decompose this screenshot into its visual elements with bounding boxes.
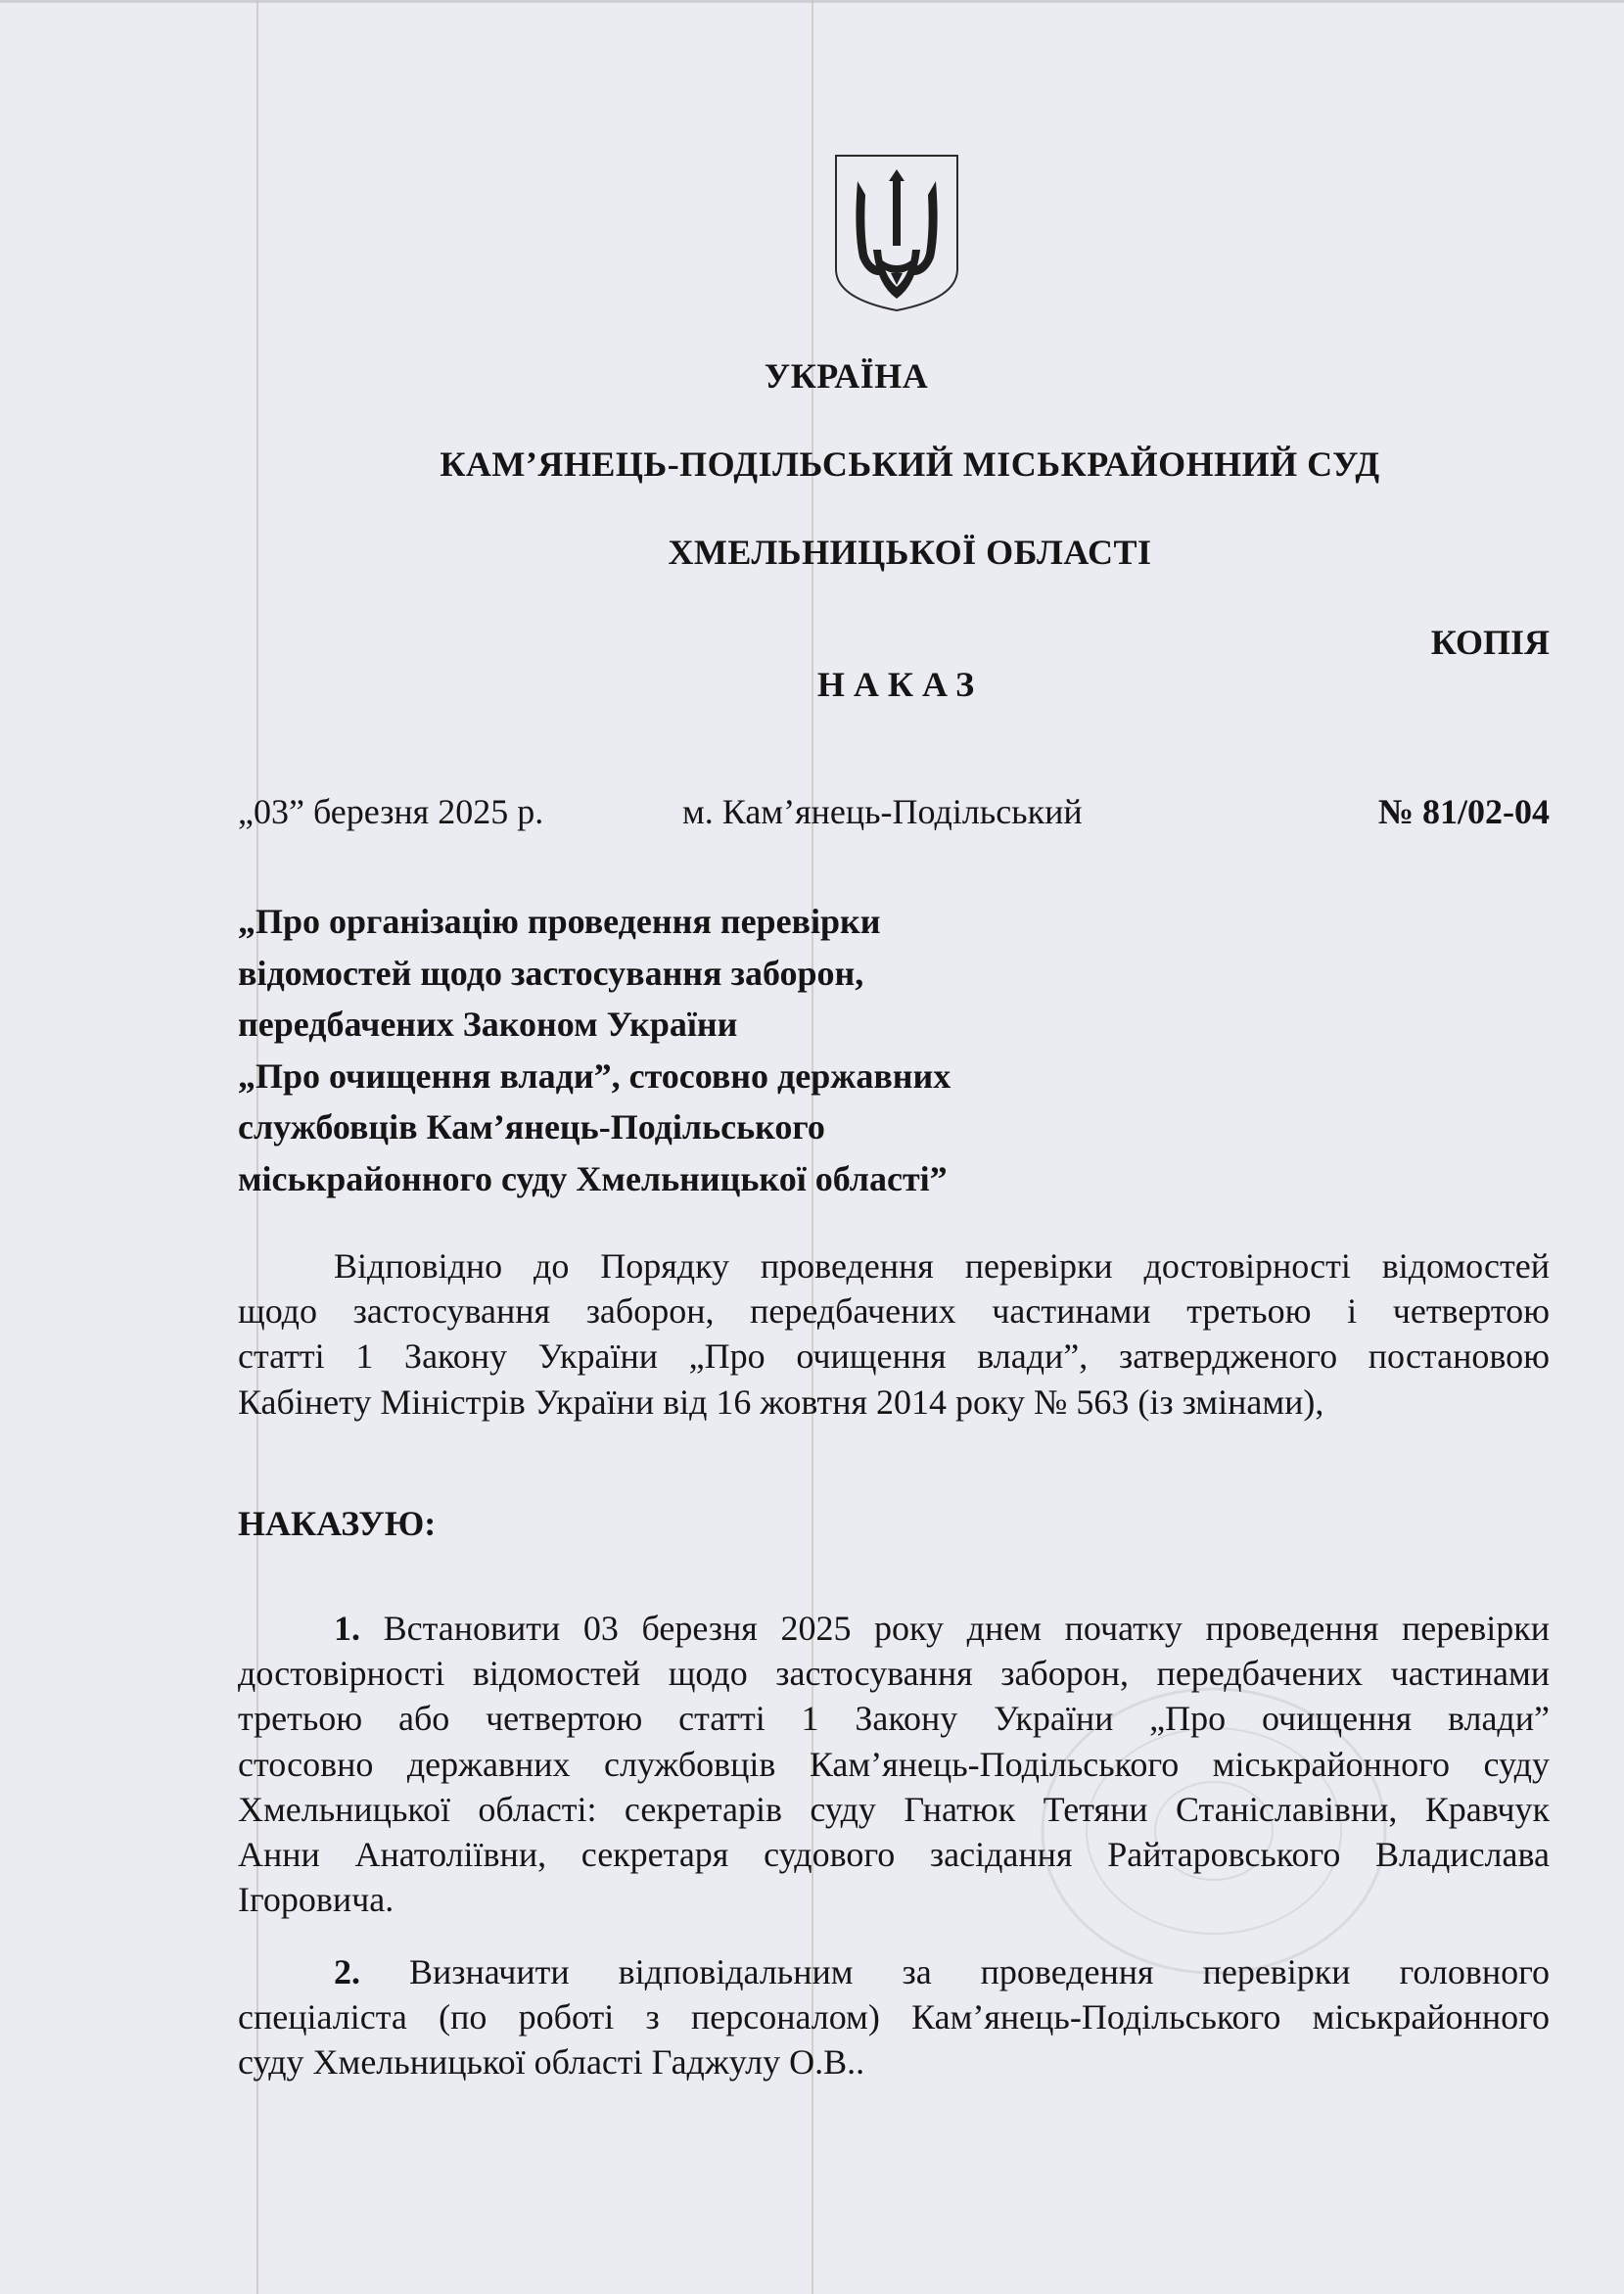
order-date: „03” березня 2025 р. (238, 792, 544, 831)
order-number: № 81/02-04 (1377, 792, 1550, 831)
preamble-line: Кабінету Міністрів України від 16 жовтня 2014 року № 563 (із змінами), (238, 1381, 1324, 1422)
decree-word: НАКАЗУЮ: (238, 1504, 437, 1543)
preamble-line: статті 1 Закону України „Про очищення влади”, затвердженого постановою (238, 1336, 1550, 1377)
country-heading: УКРАЇНА (764, 356, 929, 396)
item-number: 1. (334, 1609, 360, 1648)
copy-mark: КОПІЯ (1430, 623, 1550, 662)
item-line: спеціаліста (по роботі з персоналом) Кам’янець-Подільського міськрайонного (238, 1997, 1550, 2037)
document-type-heading: НАКАЗ (816, 665, 984, 704)
subject-line: службовців Кам’янець-Подільського (238, 1107, 825, 1147)
subject-line: відомостей щодо застосування заборон, (238, 953, 864, 993)
item-line: Ігоровича. (238, 1880, 394, 1920)
preamble-line: Відповідно до Порядку проведення перевірки достовірності відомостей (334, 1246, 1550, 1286)
faint-seal-watermark-icon (1033, 1679, 1395, 1983)
preamble-paragraph (238, 1243, 1550, 1425)
item-line: Анни Анатоліївни, секретаря судового засідання Райтаровського Владислава (238, 1835, 1550, 1875)
item-line: стосовно державних службовців Кам’янець-Подільського міськрайонного суду (238, 1744, 1550, 1784)
subject-line: „Про очищення влади”, стосовно державних (238, 1055, 951, 1096)
item-line: достовірності відомостей щодо застосування заборон, передбачених частинами (238, 1654, 1550, 1694)
item-line (238, 1606, 1550, 1651)
preamble-line: щодо застосування заборон, передбачених частинами третьою і четвертою (238, 1291, 1550, 1332)
court-heading: КАМ’ЯНЕЦЬ-ПОДІЛЬСЬКИЙ МІСЬКРАЙОННИЙ СУД (440, 445, 1380, 484)
trident-emblem-icon (830, 152, 963, 314)
item-line: третьою або четвертою статті 1 Закону України „Про очищення влади” (238, 1699, 1550, 1739)
item-line: суду Хмельницької області Гаджулу О.В.. (238, 2042, 865, 2083)
subject-line: передбачених Законом України (238, 1005, 738, 1044)
item-text: Встановити 03 березня 2025 року днем початку проведення перевірки (383, 1609, 1550, 1648)
subject-line: міськрайонного суду Хмельницької області” (238, 1158, 948, 1198)
item-text: Визначити відповідальним за проведення перевірки головного (408, 1952, 1551, 1991)
order-city: м. Кам’янець-Подільський (682, 792, 1083, 831)
item-line: Хмельницької області: секретарів суду Гнатюк Тетяни Станіславівни, Кравчук (238, 1789, 1550, 1829)
item-number: 2. (334, 1952, 360, 1991)
order-subject (238, 896, 951, 1204)
region-heading: ХМЕЛЬНИЦЬКОЇ ОБЛАСТІ (668, 533, 1152, 572)
subject-line: „Про організацію проведення перевірки (238, 902, 881, 941)
